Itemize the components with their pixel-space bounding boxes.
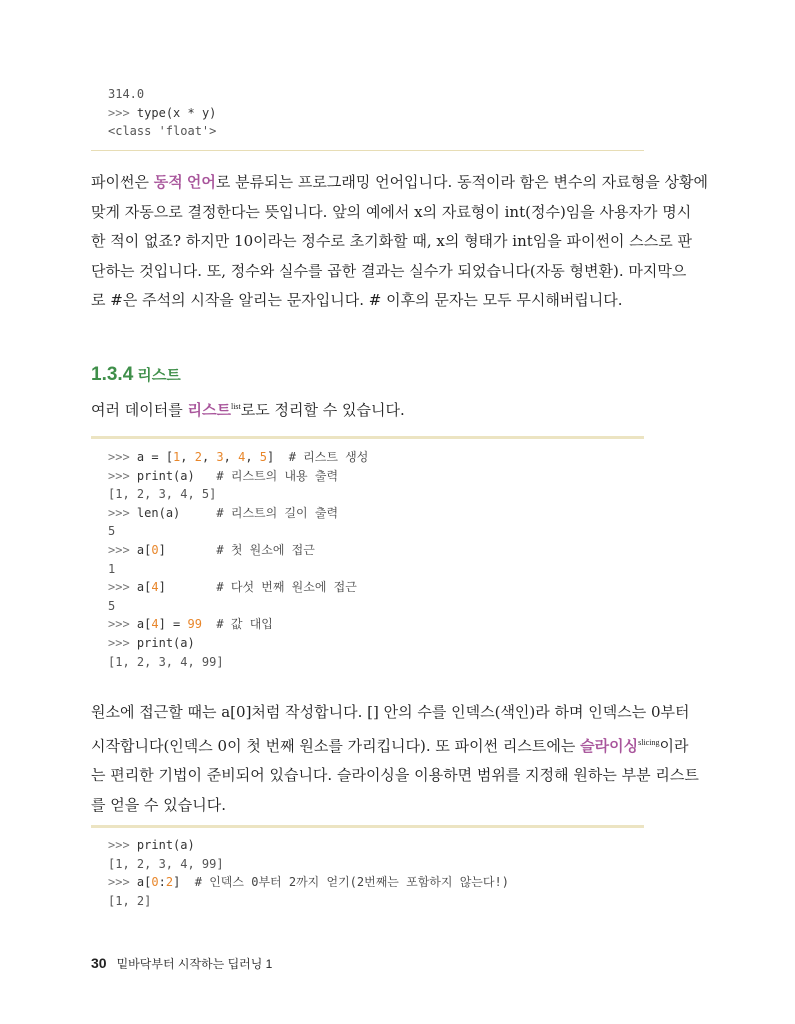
code-number: 2 [165,875,174,890]
code-text: print(a) [136,838,195,852]
paragraph-line: 원소에 접근할 때는 a[0]처럼 작성합니다. [] 안의 수를 인덱스(색인)라 하며 인덱스는 0부터 [91,703,690,721]
paragraph-line [91,168,708,198]
code-text: len(a) [136,505,181,520]
text-run: 시작합니다(인덱스 0이 첫 번째 원소를 가리킵니다). 또 파이썬 리스트에는 [91,736,581,755]
code-prompt: >>> [108,450,130,464]
code-comment: # 인덱스 0부터 2까지 얻기(2번째는 포함하지 않는다!) [194,875,509,890]
code-prompt: >>> [108,635,130,650]
code-line [108,634,368,653]
code-line [108,873,509,892]
paragraph-line [91,392,651,426]
code-comment: # 다섯 번째 원소에 접근 [216,580,357,595]
code-line: >>> a[0] # 첫 원소에 접근 [108,542,315,557]
code-text: a = [ [136,450,174,464]
code-output: [1, 2] [108,893,152,908]
code-output: [1, 2, 3, 4, 5] [108,487,217,502]
code-line [108,104,216,123]
code-comment: # 첫 원소에 접근 [216,542,315,557]
page-number: 30 [91,955,107,971]
paragraph-line: 한 적이 없죠? 하지만 10이라는 정수로 초기화할 때, x의 형태가 int임을 파이썬이 스스로 판 [91,232,693,250]
code-number: 99 [187,617,202,632]
code-line: >>> a[4] # 다섯 번째 원소에 접근 [108,580,357,595]
section-number: 1.3.4 [91,364,134,385]
section-title: 리스트 [137,367,181,384]
code-number: 5 [259,450,268,464]
code-text: : [158,875,166,890]
text-run: 로 분류되는 프로그래밍 언어입니다. 동적이라 함은 변수의 자료형을 상황에 [215,173,708,191]
code-number: 0 [151,875,159,890]
code-prompt: >>> [108,875,130,890]
paragraph-line: 로 #은 주석의 시작을 알리는 문자입니다. # 이후의 문자는 모두 무시해버립니다. [91,291,623,309]
code-output: [1, 2, 3, 4, 99] [108,654,224,669]
code-output: [1, 2, 3, 4, 99] [108,856,224,871]
code-line: >>> a[4] = 99 # 값 대입 [108,617,273,632]
body-paragraph-2 [91,698,699,820]
term-english: slicing [638,737,660,747]
code-prompt: >>> [108,105,130,120]
code-prompt: >>> [108,580,130,595]
paragraph-line [91,728,689,762]
code-output: 1 [108,561,116,576]
code-text: print(a) [136,468,195,483]
text-run: 파이썬은 [91,173,154,191]
code-number: 4 [151,580,159,595]
code-prompt: >>> [108,542,130,557]
code-block-3 [108,836,509,910]
code-number: 1 [173,450,181,464]
code-comment: # 리스트 생성 [288,450,369,464]
code-text: print(a) [136,635,195,650]
book-title: 밑바닥부터 시작하는 딥러닝 1 [116,957,273,971]
code-number: 2 [194,450,202,464]
highlight-term: 리스트 [187,402,231,419]
code-prompt: >>> [108,468,130,483]
code-prompt: >>> [108,505,130,520]
code-output: <class 'float'> [108,124,217,139]
code-line [108,467,368,486]
paragraph-line: 단하는 것입니다. 또, 정수와 실수를 곱한 결과는 실수가 되었습니다(자동 형변환). 마지막으 [91,261,687,280]
code-number: 4 [238,450,246,464]
section-intro [91,392,651,426]
code-output: 5 [108,598,116,613]
code-block-top-border [91,825,644,828]
code-prompt: >>> [108,617,130,632]
code-number: 3 [216,450,224,464]
paragraph-line: 는 편리한 기법이 준비되어 있습니다. 슬라이싱을 이용하면 범위를 지정해 원하는 부분 리스트 [91,766,699,784]
code-output: 314.0 [108,87,145,101]
code-prompt: >>> [108,838,130,852]
code-block-2 [108,448,368,671]
code-block-1 [108,85,216,141]
code-line: >>> a = [1, 2, 3, 4, 5] # 리스트 생성 [108,450,369,464]
code-text: ] [173,875,181,890]
term-english: list [230,402,241,411]
code-number: 0 [151,542,159,557]
highlight-term: 동적 언어 [153,174,216,191]
body-paragraph-1 [91,168,708,316]
text-run: 이라 [659,736,689,755]
code-text: type(x * y) [136,105,217,120]
code-block-divider [91,150,644,151]
highlight-term: 슬라이싱 [580,737,639,755]
paragraph-line: 맞게 자동으로 결정한다는 뜻입니다. 앞의 예에서 x의 자료형이 int(정수)임을 사용자가 명시 [91,202,692,221]
code-comment: # 리스트의 내용 출력 [216,468,339,483]
text-run: 여러 데이터를 [91,401,188,419]
text-run: 로도 정리할 수 있습니다. [240,401,405,419]
page-footer [91,955,272,972]
code-comment: # 값 대입 [216,617,273,632]
code-block-top-border [91,436,644,439]
code-line [108,504,368,523]
code-text: a[ [136,875,152,890]
code-line [108,836,509,855]
code-comment: # 리스트의 길이 출력 [216,505,339,520]
code-number: 4 [151,617,159,632]
code-output: 5 [108,524,116,539]
paragraph-line: 를 얻을 수 있습니다. [91,795,226,814]
section-heading [91,364,181,386]
